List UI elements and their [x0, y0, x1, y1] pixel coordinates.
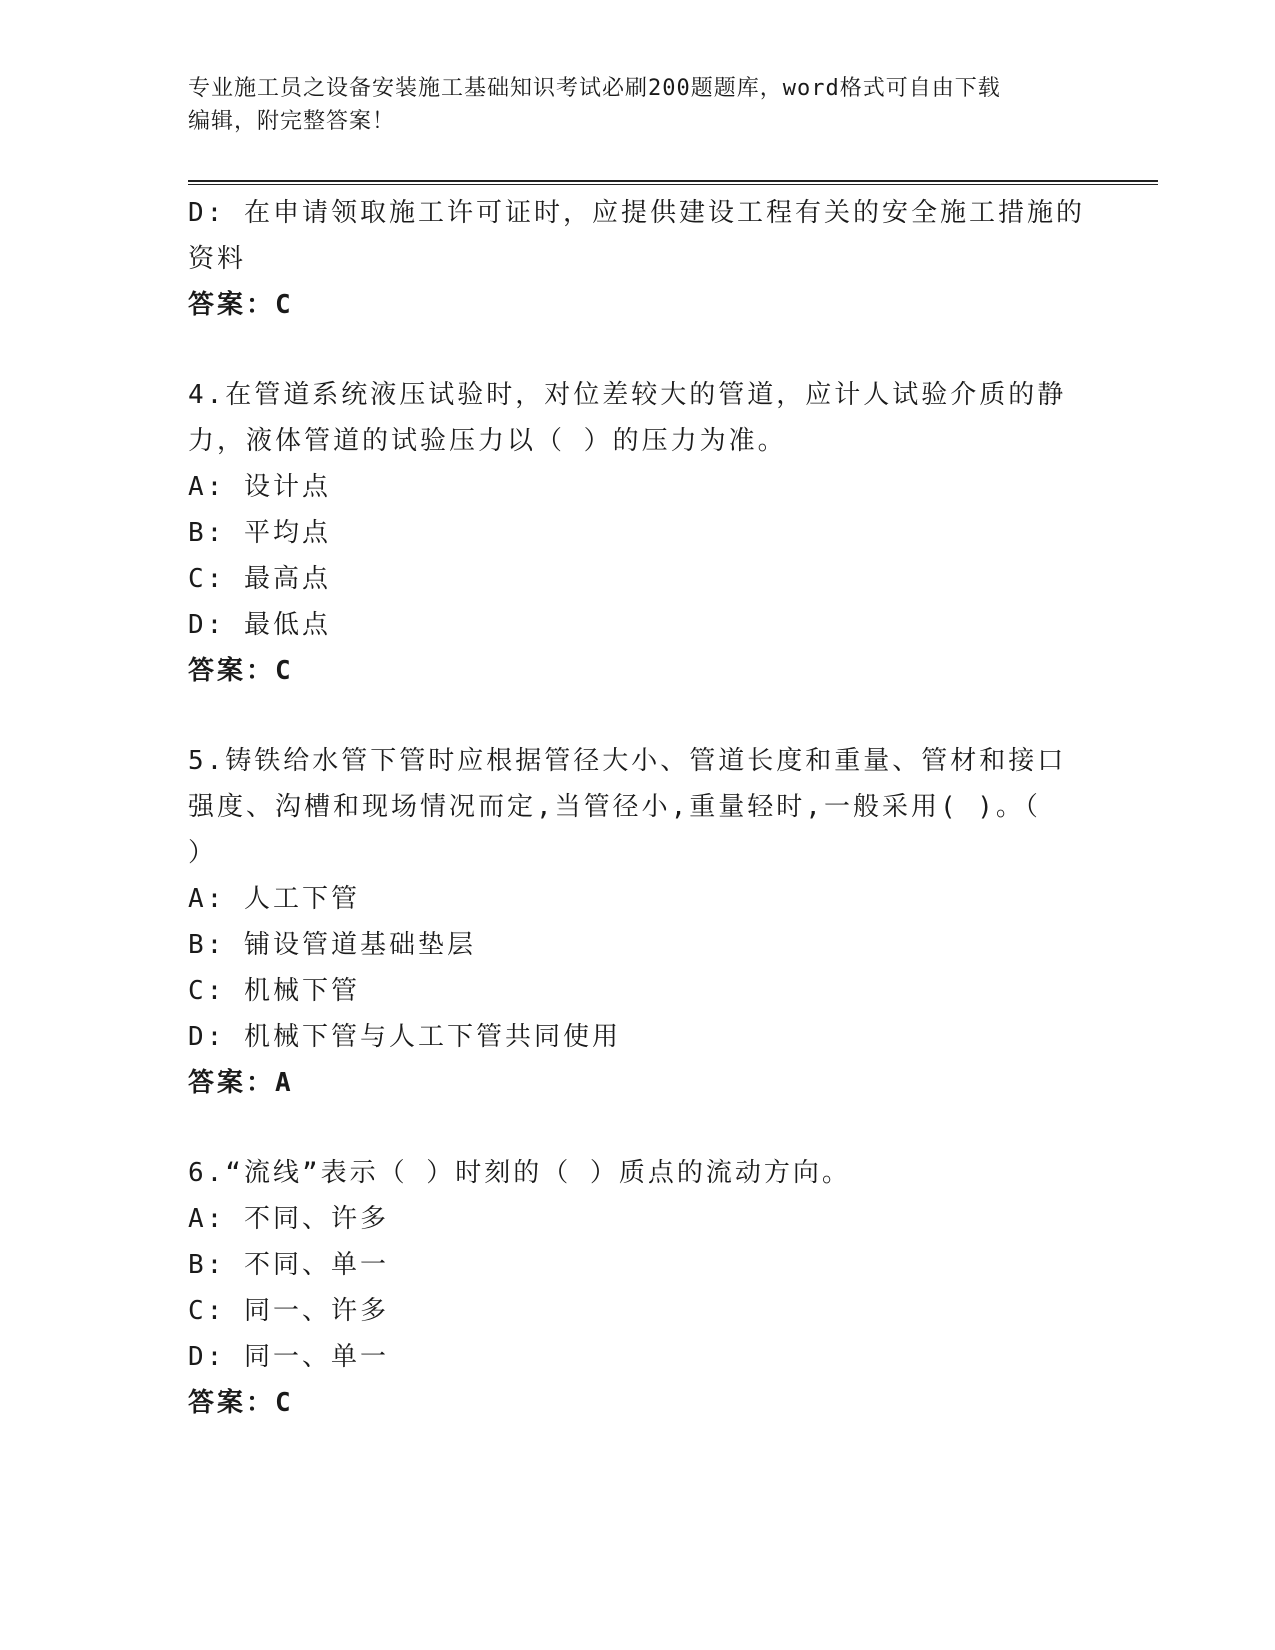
- q6-option-c: C: 同一、许多: [188, 1296, 389, 1326]
- q4-answer: 答案：C: [188, 656, 294, 686]
- question-3: [188, 190, 1088, 328]
- q4-text-line1: 4.在管道系统液压试验时，对位差较大的管道，应计人试验介质的静: [188, 380, 1067, 410]
- q6-option-a: A: 不同、许多: [188, 1204, 389, 1234]
- header-title-line2: 编辑，附完整答案！: [188, 109, 396, 134]
- header-divider-thick: [188, 180, 1158, 182]
- q6-text-line1: 6.“流线”表示（ ）时刻的（ ）质点的流动方向。: [188, 1158, 851, 1188]
- spacer: [188, 328, 1088, 372]
- question-list: [188, 190, 1088, 1426]
- spacer: [188, 694, 1088, 738]
- question-4: [188, 372, 1088, 694]
- q5-option-a: A: 人工下管: [188, 884, 360, 914]
- page-header: [188, 72, 1088, 138]
- q5-option-d: D: 机械下管与人工下管共同使用: [188, 1022, 621, 1052]
- q5-text-line3: ）: [188, 838, 218, 868]
- q5-option-c: C: 机械下管: [188, 976, 360, 1006]
- q4-option-b: B: 平均点: [188, 518, 331, 548]
- question-6: [188, 1150, 1088, 1426]
- q5-text-line2: 强度、沟槽和现场情况而定,当管径小,重量轻时,一般采用( )。（: [188, 792, 1041, 822]
- q4-option-a: A: 设计点: [188, 472, 331, 502]
- q6-answer: 答案：C: [188, 1388, 294, 1418]
- q3-answer: 答案：C: [188, 290, 294, 320]
- q5-answer: 答案：A: [188, 1068, 294, 1098]
- q6-option-d: D: 同一、单一: [188, 1342, 389, 1372]
- spacer: [188, 1106, 1088, 1150]
- q4-option-d: D: 最低点: [188, 610, 331, 640]
- question-5: [188, 738, 1088, 1106]
- q3-option-d-line1: D: 在申请领取施工许可证时，应提供建设工程有关的安全施工措施的: [188, 198, 1085, 228]
- q5-text-line1: 5.铸铁给水管下管时应根据管径大小、管道长度和重量、管材和接口: [188, 746, 1067, 776]
- header-divider-thin: [188, 184, 1158, 185]
- q5-option-b: B: 铺设管道基础垫层: [188, 930, 476, 960]
- q4-option-c: C: 最高点: [188, 564, 331, 594]
- q3-option-d-line2: 资料: [188, 244, 247, 274]
- q4-text-line2: 力，液体管道的试验压力以（ ）的压力为准。: [188, 426, 787, 456]
- q6-option-b: B: 不同、单一: [188, 1250, 389, 1280]
- header-title-line1: 专业施工员之设备安装施工基础知识考试必刷200题题库，word格式可自由下载: [188, 76, 1001, 101]
